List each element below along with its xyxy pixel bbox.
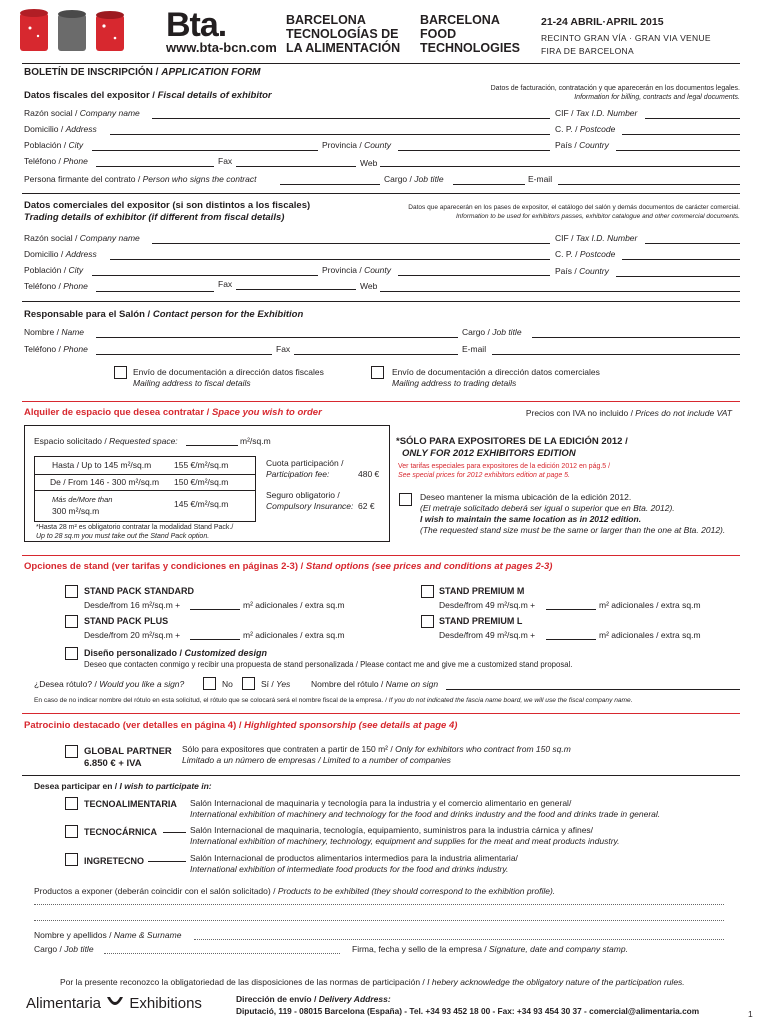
page-number: 1	[748, 1009, 753, 1019]
signoff-name-input[interactable]	[194, 939, 724, 940]
website-link[interactable]: www.bta-bcn.com	[166, 40, 277, 55]
fiscal-note-es: Datos de facturación, contratación y que aparecerán en los documentos legales.	[490, 85, 740, 92]
delivery-address-label: Dirección de envío / Delivery Address:	[236, 994, 391, 1004]
space-footnote: *Hasta 28 m² es obligatorio contratar la modalidad Stand Pack./ Up to 28 sq.m you must take out the Stand Pack option.	[36, 524, 234, 540]
fiscal-note-en: Information for billing, contracts and legal documents.	[574, 94, 740, 101]
sponsor-heading-es: Patrocinio destacado (ver detalles en página 4)	[24, 720, 237, 731]
trading-note-es: Datos que aparecerán en los pases de expositor, el catálogo del salón y demás documentos de carácter comercial.	[408, 204, 740, 211]
title-es-2: TECNOLOGÍAS DE	[286, 27, 399, 41]
signoff-job-input[interactable]	[104, 953, 340, 954]
province-input[interactable]	[398, 150, 550, 151]
web-label: Web	[360, 158, 378, 168]
title-en-1: BARCELONA	[420, 13, 500, 27]
trading-web-label: Web	[360, 281, 378, 291]
sign-name-input[interactable]	[446, 689, 740, 690]
trading-cif-input[interactable]	[645, 243, 740, 244]
signer-input[interactable]	[280, 184, 380, 185]
acknowledgement: Por la presente reconozco la obligatoriedad de las disposiciones de las normas de participación / I hebery acknowledge the obligatory nature of the participation rules.	[60, 977, 685, 987]
custom-design-checkbox[interactable]	[65, 647, 78, 660]
insurance-label: Seguro obligatorio / Compulsory Insurance:	[266, 490, 354, 511]
sponsor-divider	[22, 713, 740, 714]
pack-plus-extra: m² adicionales / extra sq.m	[243, 630, 345, 640]
trading-cif-label: CIF / Tax I.D. Number	[555, 233, 638, 243]
contact-job-label: Cargo / Job title	[462, 327, 522, 337]
tecnocarnica-checkbox[interactable]	[65, 825, 78, 838]
trading-company-input[interactable]	[152, 243, 550, 244]
logo-cans	[20, 8, 128, 54]
tier-row-sep-2	[34, 490, 256, 491]
premium-m-label: STAND PREMIUM M	[439, 586, 525, 596]
tecnoalimentaria-checkbox[interactable]	[65, 797, 78, 810]
event-dates: 21-24 ABRIL·APRIL 2015	[541, 16, 664, 28]
sponsor-heading: Patrocinio destacado (ver detalles en página 4) / Highlighted sponsorship (see details at page 4)	[24, 720, 458, 731]
title-en-3: TECHNOLOGIES	[420, 41, 521, 55]
trading-country-input[interactable]	[616, 276, 740, 277]
tecnoalimentaria-label: TECNOALIMENTARIA	[84, 799, 177, 809]
trading-city-label: Población / City	[24, 265, 84, 275]
fiscal-heading: Datos fiscales del expositor / Fiscal details of exhibitor	[24, 90, 272, 101]
signer-label: Persona firmante del contrato / Person who signs the contract	[24, 174, 257, 184]
trading-address-input[interactable]	[110, 259, 550, 260]
mail-fiscal-label: Envío de documentación a dirección datos fiscales Mailing address to fiscal details	[133, 367, 324, 388]
premium-l-checkbox[interactable]	[421, 615, 434, 628]
phone-input[interactable]	[96, 166, 214, 167]
space-heading-en: Space you wish to order	[211, 407, 322, 418]
fiscal-heading-es: Datos fiscales del expositor	[24, 90, 150, 101]
title-en	[420, 13, 520, 55]
products-label: Productos a exponer (deberán coincidir con el salón solicitado) / Products to be exhibited (they should correspond to the exhibition profile).	[34, 886, 556, 896]
form-title: BOLETÍN DE INSCRIPCIÓN / APPLICATION FORM	[24, 67, 261, 78]
venue-1: RECINTO GRAN VÍA · GRAN VIA VENUE	[541, 33, 711, 43]
global-partner-checkbox[interactable]	[65, 745, 78, 758]
tier-row-sep-1	[34, 474, 256, 475]
trading-phone-label: Teléfono / Phone	[24, 281, 88, 291]
sign-name-label: Nombre del rótulo / Name on sign	[311, 679, 439, 689]
premium-m-extra: m² adicionales / extra sq.m	[599, 600, 701, 610]
pack-plus-price: Desde/from 20 m²/sq.m +	[84, 630, 181, 640]
products-input-line-2[interactable]	[34, 920, 724, 921]
trading-province-label: Provincia / County	[322, 265, 391, 275]
cif-input[interactable]	[645, 118, 740, 119]
global-partner-price: 6.850 € + IVA	[84, 758, 142, 769]
signature-label: Firma, fecha y sello de la empresa / Signature, date and company stamp.	[352, 944, 628, 954]
fiscal-divider	[22, 193, 740, 194]
trading-city-input[interactable]	[92, 275, 318, 276]
tier2-price: 150 €/m²/sq.m	[174, 477, 229, 487]
participate-divider	[22, 775, 740, 776]
title-en-2: FOOD	[420, 27, 457, 41]
sign-question: ¿Desea rótulo? / Would you like a sign?	[34, 679, 185, 689]
keep-location-checkbox[interactable]	[399, 493, 412, 506]
trading-web-input[interactable]	[380, 291, 740, 292]
email-label: E-mail	[528, 174, 553, 184]
special-prices-note	[398, 462, 610, 480]
fee-label: Cuota participación / Participation fee:	[266, 458, 344, 479]
address-label: Domicilio / Address	[24, 124, 97, 134]
trading-note	[408, 203, 740, 221]
ingretecno-label: INGRETECNO	[84, 856, 145, 866]
job-title-input[interactable]	[453, 184, 525, 185]
footer-brand	[26, 995, 202, 1012]
fax-label: Fax	[218, 156, 233, 166]
tecnocarnica-connector	[163, 832, 186, 833]
country-label: País / Country	[555, 140, 609, 150]
pack-standard-checkbox[interactable]	[65, 585, 78, 598]
insurance-value: 62 €	[358, 501, 375, 511]
signoff-name-label: Nombre y apellidos / Name & Surname	[34, 930, 182, 940]
custom-design-label: Diseño personalizado / Customized design	[84, 648, 268, 658]
only-2012-en: ONLY FOR 2012 EXHIBITORS EDITION	[402, 448, 576, 459]
country-input[interactable]	[616, 150, 740, 151]
tier3-label-2: 300 m²/sq.m	[52, 506, 100, 516]
stand-heading: Opciones de stand (ver tarifas y condiciones en páginas 2-3) / Stand options (see prices and conditions at pages 2-3)	[24, 561, 553, 572]
pack-standard-label: STAND PACK STANDARD	[84, 586, 194, 596]
trading-heading-es: Datos comerciales del expositor (si son distintos a los fiscales)	[24, 200, 311, 211]
venue-2: FIRA DE BARCELONA	[541, 46, 634, 56]
cif-label: CIF / Tax I.D. Number	[555, 108, 638, 118]
sign-no-checkbox[interactable]	[203, 677, 216, 690]
trading-postcode-label: C. P. / Postcode	[555, 249, 616, 259]
mail-trading-label: Envío de documentación a dirección datos comerciales Mailing address to trading details	[392, 367, 600, 388]
requested-space-unit: m²/sq.m	[240, 436, 271, 446]
special-en: See special prices for 2012 exhibitors edition at page 5.	[398, 472, 570, 479]
fax-input[interactable]	[236, 166, 356, 167]
contact-phone-label: Teléfono / Phone	[24, 344, 88, 354]
trading-country-label: País / Country	[555, 266, 609, 276]
postcode-label: C. P. / Postcode	[555, 124, 616, 134]
trading-company-label: Razón social / Company name	[24, 233, 140, 243]
contact-fax-label: Fax	[276, 344, 291, 354]
requested-space-input[interactable]	[186, 445, 238, 446]
sign-yes-checkbox[interactable]	[242, 677, 255, 690]
fiscal-heading-en: Fiscal details of exhibitor	[157, 90, 272, 101]
province-label: Provincia / County	[322, 140, 391, 150]
tier1-label: Hasta / Up to 145 m²/sq.m	[52, 460, 152, 470]
footer-brand-2: Exhibitions	[129, 995, 202, 1012]
title-es	[286, 13, 400, 55]
logo-cans-icon	[20, 8, 128, 54]
trading-fax-input[interactable]	[236, 289, 356, 290]
keep-location-label: Deseo mantener la misma ubicación de la edición 2012. (El metraje solicitado deberá ser igual o superior que en Bta. 2012). I wish to maintain the same location as in 2012 edition. (The requested stand size must be the same or larger than the one at Bta. 2012).	[420, 492, 726, 535]
ingretecno-checkbox[interactable]	[65, 853, 78, 866]
global-partner-name: GLOBAL PARTNER	[84, 746, 172, 757]
prices-note-es: Precios con IVA no incluido	[525, 408, 629, 418]
global-partner-note: Sólo para expositores que contraten a partir de 150 m² / Only for exhibitors who contract from 150 sq.m Limitado a un número de empresas / Limited to a number of companies	[182, 744, 571, 765]
global-partner-label	[84, 746, 172, 770]
trading-fax-label: Fax	[218, 279, 233, 289]
premium-m-extra-input[interactable]	[546, 609, 596, 610]
requested-space-label: Espacio solicitado / Requested space:	[34, 436, 178, 446]
address-input[interactable]	[110, 134, 550, 135]
city-label: Población / City	[24, 140, 84, 150]
trading-heading	[24, 200, 310, 224]
logo-text: Bta.	[166, 6, 227, 44]
sign-yes-label: Sí / Yes	[261, 679, 291, 689]
postcode-input[interactable]	[622, 134, 740, 135]
company-name-input[interactable]	[152, 118, 550, 119]
pack-plus-checkbox[interactable]	[65, 615, 78, 628]
contact-heading-es: Responsable para el Salón	[24, 309, 145, 320]
custom-design-note: Deseo que contacten conmigo y recibir una propuesta de stand personalizada / Please contact me and give me a customized stand proposal.	[84, 660, 573, 669]
contact-heading: Responsable para el Salón / Contact person for the Exhibition	[24, 309, 304, 320]
premium-l-extra-input[interactable]	[546, 639, 596, 640]
tier3-label-1: Más de/More than	[52, 495, 113, 504]
company-name-label: Razón social / Company name	[24, 108, 140, 118]
sign-note: En caso de no indicar nombre del rótulo en esta solicitud, el rótulo que se colocará será el nombre fiscal de la empresa. / If you do not indicated the fascia name board, we will use the fiscal company name.	[34, 697, 633, 704]
mail-trading-checkbox[interactable]	[371, 366, 384, 379]
contact-fax-input[interactable]	[294, 354, 458, 355]
pack-standard-price: Desde/from 16 m²/sq.m +	[84, 600, 181, 610]
title-es-3: LA ALIMENTACIÓN	[286, 41, 401, 55]
tecnoalimentaria-desc: Salón Internacional de maquinaria y tecnología para la industria y el comercio alimentario en general/ International exhibition of machinery and technology for the food and drinks industry and the food and drinks trade in general.	[190, 798, 661, 819]
only-2012-es: *SÓLO PARA EXPOSITORES DE LA EDICIÓN 2012 /	[396, 436, 628, 447]
contact-job-input[interactable]	[532, 337, 740, 338]
trading-note-en: Information to be used for exhibitors passes, exhibitor catalogue and other commercial documents.	[456, 213, 740, 220]
ingretecno-desc: Salón Internacional de productos alimentarios intermedios para la industria alimentaria/ International exhibition of intermediate food products for the food and drinks industry.	[190, 853, 518, 874]
mail-fiscal-checkbox[interactable]	[114, 366, 127, 379]
email-input[interactable]	[558, 184, 740, 185]
prices-note-en: Prices do not include VAT	[635, 408, 732, 418]
form-title-es: BOLETÍN DE INSCRIPCIÓN	[24, 67, 153, 78]
pack-standard-extra-input[interactable]	[190, 609, 240, 610]
space-heading: Alquiler de espacio que desea contratar / Space you wish to order	[24, 407, 322, 418]
premium-m-price: Desde/from 49 m²/sq.m +	[439, 600, 536, 610]
phone-label: Teléfono / Phone	[24, 156, 88, 166]
tier2-label: De / From 146 - 300 m²/sq.m	[50, 477, 160, 487]
trading-province-input[interactable]	[398, 275, 550, 276]
trading-postcode-input[interactable]	[622, 259, 740, 260]
job-title-label: Cargo / Job title	[384, 174, 444, 184]
contact-heading-en: Contact person for the Exhibition	[152, 309, 304, 320]
form-title-en: APPLICATION FORM	[161, 67, 261, 78]
pack-plus-label: STAND PACK PLUS	[84, 616, 169, 626]
contact-email-input[interactable]	[492, 354, 740, 355]
ingretecno-connector	[148, 861, 186, 862]
contact-email-label: E-mail	[462, 344, 487, 354]
tier3-price: 145 €/m²/sq.m	[174, 499, 229, 509]
premium-l-price: Desde/from 49 m²/sq.m +	[439, 630, 536, 640]
smile-logo-icon	[105, 995, 125, 1009]
tier1-price: 155 €/m²/sq.m	[174, 460, 229, 470]
only-2012-heading	[396, 436, 628, 460]
sponsor-heading-en: Highlighted sponsorship (see details at page 4)	[244, 720, 458, 731]
premium-l-label: STAND PREMIUM L	[439, 616, 523, 626]
delivery-address: Diputació, 119 - 08015 Barcelona (España) - Tel. +34 93 452 18 00 - Fax: +34 93 454 30 37 - comercial@alimentaria.com	[236, 1006, 700, 1016]
contact-name-input[interactable]	[96, 337, 458, 338]
pack-standard-extra: m² adicionales / extra sq.m	[243, 600, 345, 610]
tecnocarnica-label: TECNOCÁRNICA	[84, 827, 157, 837]
header-divider	[22, 63, 740, 64]
participate-heading: Desea participar en / I wish to participate in:	[34, 781, 212, 791]
tecnocarnica-desc: Salón Internacional de maquinaria, tecnología, equipamiento, suministros para la industria cárnica y afines/ International exhibition of machinery, technology, equipment and supplies for the meat and meat products industry.	[190, 825, 620, 846]
stand-divider	[22, 555, 740, 556]
special-es: Ver tarifas especiales para expositores de la edición 2012 en pág.5 /	[398, 463, 611, 470]
city-input[interactable]	[92, 150, 318, 151]
trading-divider	[22, 301, 740, 302]
contact-phone-input[interactable]	[96, 354, 272, 355]
web-input[interactable]	[380, 166, 740, 167]
footer-brand-1: Alimentaria	[26, 995, 102, 1012]
pack-plus-extra-input[interactable]	[190, 639, 240, 640]
premium-l-extra: m² adicionales / extra sq.m	[599, 630, 701, 640]
space-heading-es: Alquiler de espacio que desea contratar	[24, 407, 205, 418]
title-es-1: BARCELONA	[286, 13, 366, 27]
fiscal-note	[491, 84, 740, 102]
signoff-job-label: Cargo / Job title	[34, 944, 94, 954]
stand-heading-es: Opciones de stand (ver tarifas y condiciones en páginas 2-3)	[24, 561, 298, 572]
trading-heading-en: Trading details of exhibitor (if different from fiscal details)	[24, 212, 285, 223]
products-input-line-1[interactable]	[34, 904, 724, 905]
fee-value: 480 €	[358, 469, 380, 479]
trading-phone-input[interactable]	[96, 291, 214, 292]
premium-m-checkbox[interactable]	[421, 585, 434, 598]
prices-note: Precios con IVA no incluido / Prices do not include VAT	[525, 408, 732, 418]
contact-name-label: Nombre / Name	[24, 327, 85, 337]
trading-address-label: Domicilio / Address	[24, 249, 97, 259]
sign-no-label: No	[222, 679, 233, 689]
stand-heading-en: Stand options (see prices and conditions at pages 2-3)	[305, 561, 553, 572]
space-divider	[22, 401, 740, 402]
